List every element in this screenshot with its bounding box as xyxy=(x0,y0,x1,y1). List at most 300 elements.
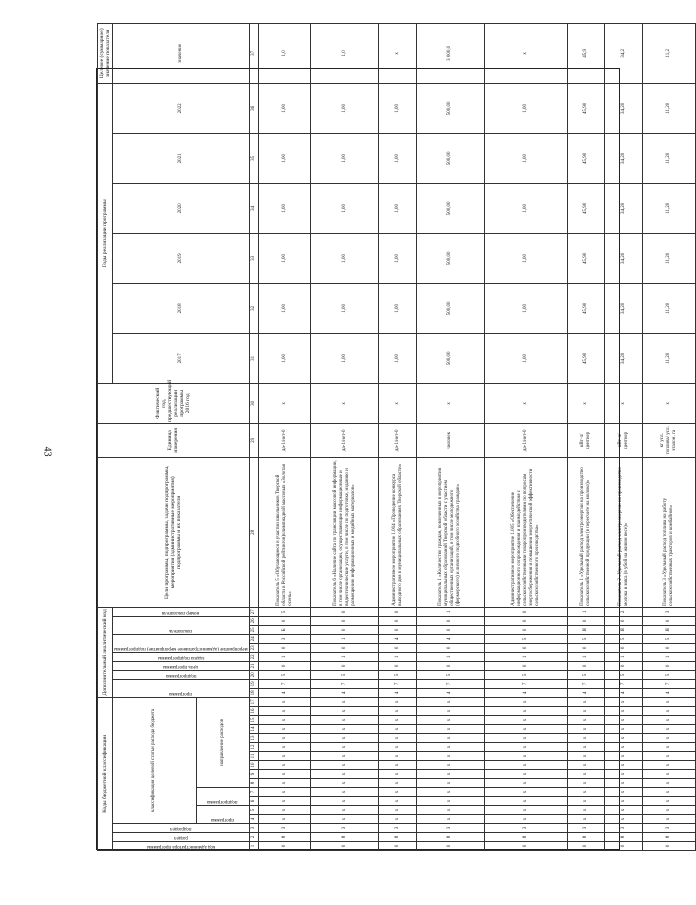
code-cell: 0 xyxy=(416,616,484,625)
code-cell: х xyxy=(379,806,417,815)
code-cell: 0 xyxy=(567,661,605,670)
code-cell: 0 xyxy=(484,842,567,851)
indicator-name: Административное мероприятие 1.004 «Проведение конкурса выходного дня в муниципальных образованиях Тверской области» xyxy=(379,457,417,607)
code-cell: х xyxy=(642,797,695,806)
year-value-cell: 1,00 xyxy=(311,283,379,333)
code-cell: х xyxy=(416,779,484,788)
code-cell: 5 xyxy=(567,670,605,679)
code-cell: 5 xyxy=(258,670,311,679)
unit-cell: кВт·ч/ центнер xyxy=(605,423,643,457)
column-number: 34 xyxy=(249,183,258,233)
code-cell: 0 xyxy=(379,625,417,634)
dop-task-header: задача подпрограммы xyxy=(157,654,205,660)
code-cell: х xyxy=(567,788,605,797)
column-number: 31 xyxy=(249,333,258,383)
table-sheet xyxy=(96,28,677,850)
code-cell: х xyxy=(605,761,643,770)
code-cell: 7 xyxy=(416,679,484,688)
code-cell: х xyxy=(311,797,379,806)
target-value-cell: х xyxy=(484,23,567,83)
indicator-name: Показатель 1 «Удельный расход электроэнергии на производство сельскохозяйственной продукции (в пересчете на молоко)» xyxy=(567,457,605,607)
code-cell: х xyxy=(605,734,643,743)
column-number: 3 xyxy=(249,824,258,833)
code-cell: х xyxy=(379,815,417,824)
code-cell: 0 xyxy=(567,842,605,851)
code-cell: х xyxy=(311,815,379,824)
code-cell: х xyxy=(258,806,311,815)
unit-cell: да-1/нет-0 xyxy=(258,423,311,457)
code-cell: х xyxy=(605,752,643,761)
unit-header: Единица измерения xyxy=(98,423,250,457)
code-cell: х xyxy=(484,697,567,706)
code-cell: х xyxy=(311,725,379,734)
code-cell: 7 xyxy=(258,679,311,688)
admin-code-header: код администратора программы xyxy=(146,844,215,849)
code-cell: 0 xyxy=(379,616,417,625)
code-cell: 0 xyxy=(484,643,567,652)
column-number: 8 xyxy=(249,779,258,788)
code-cell: 1 xyxy=(311,652,379,661)
column-number: 18 xyxy=(249,688,258,697)
code-cell: 0 xyxy=(258,842,311,851)
base-year-cell: х xyxy=(258,383,311,423)
dop-subprogram-header: подпрограмма xyxy=(165,672,197,678)
code-cell: х xyxy=(311,761,379,770)
code-cell: х xyxy=(379,716,417,725)
target-value-cell: 45,9 xyxy=(567,23,605,83)
base-year-cell: х xyxy=(311,383,379,423)
code-cell: х xyxy=(567,716,605,725)
code-cell: х xyxy=(567,707,605,716)
base-year-cell: х xyxy=(567,383,605,423)
year-2020-header: 2020 xyxy=(113,183,250,233)
code-cell: 4 xyxy=(379,634,417,643)
code-cell: 1 xyxy=(416,652,484,661)
code-cell: х xyxy=(416,697,484,706)
subprogram-header: подпрограмма xyxy=(207,799,238,804)
code-cell: х xyxy=(484,734,567,743)
column-number: 6 xyxy=(249,797,258,806)
unit-cell: человек xyxy=(416,423,484,457)
year-value-cell: 500,00 xyxy=(416,183,484,233)
code-cell: х xyxy=(311,806,379,815)
unit-cell: кВт·ч/ центнер xyxy=(567,423,605,457)
base-year-cell: х xyxy=(605,383,643,423)
year-value-cell: 45,90 xyxy=(567,233,605,283)
code-cell: 1 xyxy=(258,652,311,661)
code-cell: х xyxy=(484,707,567,716)
column-number: 2 xyxy=(249,833,258,842)
code-cell: х xyxy=(311,697,379,706)
code-cell: 0 xyxy=(258,616,311,625)
kbk-header: Коды бюджетной классификации xyxy=(98,697,113,850)
year-value-cell: 500,00 xyxy=(416,333,484,383)
column-number: 30 xyxy=(249,383,258,423)
page-number: 43 xyxy=(41,446,53,457)
code-cell: 0 xyxy=(311,842,379,851)
code-cell: х xyxy=(642,716,695,725)
code-cell: х xyxy=(567,734,605,743)
code-cell: 0 xyxy=(642,616,695,625)
year-value-cell: 11,20 xyxy=(642,183,695,233)
code-cell: 5 xyxy=(484,670,567,679)
code-cell: 0 xyxy=(642,842,695,851)
code-cell: х xyxy=(484,761,567,770)
year-2021-header: 2021 xyxy=(113,133,250,183)
unit-cell: да-1/нет-0 xyxy=(484,423,567,457)
code-cell: х xyxy=(379,788,417,797)
unit-cell: да-1/нет-0 xyxy=(311,423,379,457)
table-row xyxy=(605,23,643,850)
code-cell: 0 xyxy=(484,616,567,625)
code-cell: х xyxy=(605,806,643,815)
column-number: 35 xyxy=(249,133,258,183)
code-cell: х xyxy=(416,761,484,770)
year-value-cell: 1,00 xyxy=(484,83,567,133)
code-cell: 0 xyxy=(379,661,417,670)
code-cell: Я xyxy=(605,625,643,634)
code-cell: 3 xyxy=(642,607,695,616)
column-number: 11 xyxy=(249,752,258,761)
column-number: 21 xyxy=(249,661,258,670)
code-cell: х xyxy=(642,752,695,761)
year-2022-header: 2022 xyxy=(113,83,250,133)
code-cell: х xyxy=(258,770,311,779)
column-number: 29 xyxy=(249,423,258,457)
code-cell: х xyxy=(416,806,484,815)
indicator-name: Показатель 6 «Наличие сайта по трансляции массовой информации, в том числе организации, осуществляющие информационные и видеотехнические услуги, в том числе по подготовке, изданию и размещению информационных и медийных материалов» xyxy=(311,457,379,607)
column-number: 9 xyxy=(249,770,258,779)
year-value-cell: 11,20 xyxy=(642,133,695,183)
code-cell: 0 xyxy=(605,643,643,652)
code-cell: 5 xyxy=(605,670,643,679)
year-value-cell: 1,00 xyxy=(311,333,379,383)
value-header: значение xyxy=(113,23,250,83)
table-row xyxy=(416,23,484,850)
year-value-cell: 11,20 xyxy=(642,333,695,383)
code-cell: 7 xyxy=(642,679,695,688)
code-cell: 4 xyxy=(416,688,484,697)
year-value-cell: 1,00 xyxy=(258,83,311,133)
indicator-name: Показатель 3 «Удельный расход топлива на работу сельскохозяйственных тракторов и комбайнов» xyxy=(642,457,695,607)
code-cell: х xyxy=(484,815,567,824)
direction-expense-header: направление расходов xyxy=(219,718,225,766)
additional-code-header: Дополнительный аналитический код xyxy=(98,607,113,697)
code-cell: 7 xyxy=(567,679,605,688)
code-cell: х xyxy=(642,761,695,770)
column-number: 15 xyxy=(249,716,258,725)
code-cell: 5 xyxy=(642,670,695,679)
code-cell: х xyxy=(416,725,484,734)
year-2018-header: 2018 xyxy=(113,283,250,333)
code-cell: х xyxy=(379,797,417,806)
code-cell: х xyxy=(311,707,379,716)
code-cell: х xyxy=(311,788,379,797)
code-cell: х xyxy=(567,770,605,779)
code-cell: х xyxy=(311,716,379,725)
year-value-cell: 45,90 xyxy=(567,133,605,183)
code-cell: 0 xyxy=(416,643,484,652)
code-cell: х xyxy=(484,797,567,806)
code-cell: 3 xyxy=(642,824,695,833)
code-cell: 0 xyxy=(642,643,695,652)
code-cell: 0 xyxy=(311,616,379,625)
code-cell: х xyxy=(416,743,484,752)
code-cell: х xyxy=(379,734,417,743)
code-cell: 5 xyxy=(311,670,379,679)
code-cell: 3 xyxy=(605,824,643,833)
code-cell: 3 xyxy=(258,634,311,643)
code-cell: 5 xyxy=(642,634,695,643)
indicator-name: Показатель 1 «Количество граждан, вовлеченных в мероприятия муниципальных образований Тверской области с участием общественных организаций, в том числе молодежного (фермерского) и личного подсобного хозяйства граждан» xyxy=(416,457,484,607)
code-cell: х xyxy=(484,716,567,725)
code-cell: 0 xyxy=(311,625,379,634)
code-cell: х xyxy=(567,725,605,734)
code-cell: 8 xyxy=(311,833,379,842)
code-cell: 1 xyxy=(484,652,567,661)
code-cell: Б xyxy=(258,625,311,634)
year-2017-header: 2017 xyxy=(113,333,250,383)
year-value-cell: 1,00 xyxy=(379,83,417,133)
year-value-cell: 34,20 xyxy=(605,233,643,283)
code-cell: 0 xyxy=(258,661,311,670)
code-cell: х xyxy=(258,697,311,706)
year-value-cell: 1,00 xyxy=(379,183,417,233)
code-cell: х xyxy=(567,806,605,815)
year-value-cell: 34,20 xyxy=(605,183,643,233)
year-value-cell: 1,00 xyxy=(258,233,311,283)
code-cell: 0 xyxy=(379,643,417,652)
year-value-cell: 45,90 xyxy=(567,283,605,333)
code-cell: х xyxy=(605,697,643,706)
code-cell: 0 xyxy=(416,842,484,851)
code-cell: 5 xyxy=(258,607,311,616)
code-cell: х xyxy=(484,725,567,734)
table-row xyxy=(484,23,567,850)
code-cell: 0 xyxy=(379,607,417,616)
code-cell: 0 xyxy=(484,625,567,634)
code-cell: х xyxy=(258,761,311,770)
code-cell: х xyxy=(484,806,567,815)
year-value-cell: 1,00 xyxy=(311,133,379,183)
code-cell: 4 xyxy=(567,688,605,697)
column-number: 37 xyxy=(249,23,258,83)
code-cell: 1 xyxy=(642,652,695,661)
years-header: Годы реализации программы xyxy=(98,83,113,383)
year-value-cell: 1,00 xyxy=(484,283,567,333)
year-value-cell: 500,00 xyxy=(416,283,484,333)
code-cell: х xyxy=(567,815,605,824)
target-value-cell: х xyxy=(379,23,417,83)
column-number: 1 xyxy=(249,842,258,851)
year-value-cell: 34,20 xyxy=(605,333,643,383)
code-cell: х xyxy=(642,743,695,752)
code-cell: 7 xyxy=(379,679,417,688)
code-cell: 1 xyxy=(379,652,417,661)
code-cell: х xyxy=(379,752,417,761)
code-cell: 3 xyxy=(258,824,311,833)
code-cell: х xyxy=(567,743,605,752)
code-cell: 3 xyxy=(567,824,605,833)
code-cell: 5 xyxy=(605,634,643,643)
base-year-cell: х xyxy=(484,383,567,423)
code-cell: 3 xyxy=(484,824,567,833)
code-cell: х xyxy=(484,752,567,761)
code-cell: х xyxy=(379,725,417,734)
code-cell: х xyxy=(605,743,643,752)
code-cell: х xyxy=(258,815,311,824)
code-cell: 0 xyxy=(605,842,643,851)
code-cell: 0 xyxy=(484,607,567,616)
table-row xyxy=(311,23,379,850)
code-cell: 8 xyxy=(605,833,643,842)
code-cell: 0 xyxy=(258,643,311,652)
code-cell: 4 xyxy=(605,688,643,697)
code-cell: х xyxy=(484,770,567,779)
code-cell: х xyxy=(258,707,311,716)
year-value-cell: 1,00 xyxy=(484,133,567,183)
code-cell: х xyxy=(567,752,605,761)
base-year-cell: х xyxy=(642,383,695,423)
year-value-cell: 34,20 xyxy=(605,283,643,333)
program-indicators-table xyxy=(97,23,696,851)
code-cell: 0 xyxy=(642,661,695,670)
code-cell: 3 xyxy=(416,824,484,833)
code-cell: х xyxy=(416,752,484,761)
code-cell: х xyxy=(484,788,567,797)
year-value-cell: 500,00 xyxy=(416,83,484,133)
year-value-cell: 1,00 xyxy=(258,133,311,183)
code-cell: х xyxy=(311,779,379,788)
code-cell: х xyxy=(379,761,417,770)
code-cell: х xyxy=(642,806,695,815)
code-cell: х xyxy=(379,743,417,752)
code-cell: Я xyxy=(642,625,695,634)
code-cell: 8 xyxy=(258,833,311,842)
column-number: 20 xyxy=(249,670,258,679)
year-value-cell: 11,20 xyxy=(642,83,695,133)
code-cell: х xyxy=(642,725,695,734)
code-cell: х xyxy=(642,788,695,797)
program-header: программа xyxy=(211,817,235,822)
code-cell: х xyxy=(311,743,379,752)
code-cell: 5 xyxy=(416,670,484,679)
year-value-cell: 1,00 xyxy=(311,183,379,233)
code-cell: х xyxy=(258,725,311,734)
indicator-name: Показатель 2 «Удельный расход электроэнергии на производство молока и мяса (в убой на живом весе)» xyxy=(605,457,643,607)
code-cell: х xyxy=(642,779,695,788)
column-number: 13 xyxy=(249,734,258,743)
year-value-cell: 45,90 xyxy=(567,333,605,383)
code-cell: х xyxy=(484,779,567,788)
code-cell: 8 xyxy=(642,833,695,842)
code-cell: 1 xyxy=(605,652,643,661)
year-value-cell: 500,00 xyxy=(416,233,484,283)
year-value-cell: 1,00 xyxy=(311,233,379,283)
dop-indicator-header: показатель xyxy=(169,627,193,633)
target-value-cell: 1,0 xyxy=(258,23,311,83)
code-cell: х xyxy=(416,815,484,824)
code-cell: 4 xyxy=(416,634,484,643)
code-cell: х xyxy=(605,779,643,788)
target-header: Целевое (суммарное) значение показателя xyxy=(98,23,113,83)
unit-cell: кг усл. топлива/ усл. эталон. га xyxy=(642,423,695,457)
year-value-cell: 45,90 xyxy=(567,183,605,233)
code-cell: 0 xyxy=(605,616,643,625)
code-cell: 4 xyxy=(484,688,567,697)
code-cell: х xyxy=(416,716,484,725)
code-cell: 0 xyxy=(311,661,379,670)
year-value-cell: 1,00 xyxy=(379,333,417,383)
code-cell: 4 xyxy=(379,688,417,697)
code-cell: х xyxy=(258,797,311,806)
code-cell: 0 xyxy=(605,661,643,670)
dop-program-header: программа xyxy=(169,690,193,696)
code-cell: х xyxy=(258,779,311,788)
code-cell: х xyxy=(311,734,379,743)
code-cell: х xyxy=(605,788,643,797)
base-year-cell: х xyxy=(416,383,484,423)
code-cell: 5 xyxy=(379,670,417,679)
target-value-cell: 34,2 xyxy=(605,23,643,83)
code-cell: х xyxy=(416,707,484,716)
code-cell: Я xyxy=(567,625,605,634)
code-cell: х xyxy=(642,697,695,706)
column-number: 10 xyxy=(249,761,258,770)
code-cell: х xyxy=(379,707,417,716)
code-cell: 7 xyxy=(484,679,567,688)
year-value-cell: 11,20 xyxy=(642,233,695,283)
column-number: 4 xyxy=(249,815,258,824)
column-number: 19 xyxy=(249,679,258,688)
code-cell: 0 xyxy=(311,607,379,616)
year-2019-header: 2019 xyxy=(113,233,250,283)
year-value-cell: 1,00 xyxy=(484,333,567,383)
column-number: 7 xyxy=(249,788,258,797)
target-value-cell: 11,2 xyxy=(642,23,695,83)
column-numbers-row xyxy=(249,23,258,850)
code-cell: х xyxy=(416,770,484,779)
base-year-header: Фактический год, предшествующий реализации программы 2016 год xyxy=(98,383,250,423)
column-number: 16 xyxy=(249,707,258,716)
target-value-cell: 3 000,0 xyxy=(416,23,484,83)
code-cell: 0 xyxy=(484,661,567,670)
table-row xyxy=(642,23,695,850)
column-number: 17 xyxy=(249,697,258,706)
code-cell: 5 xyxy=(484,634,567,643)
code-cell: 0 xyxy=(416,625,484,634)
code-cell: 7 xyxy=(605,679,643,688)
year-value-cell: 1,00 xyxy=(258,183,311,233)
code-cell: х xyxy=(416,734,484,743)
code-cell: 0 xyxy=(416,661,484,670)
code-cell: х xyxy=(484,743,567,752)
code-cell: х xyxy=(379,770,417,779)
target-value-cell: 1,0 xyxy=(311,23,379,83)
code-cell: х xyxy=(416,797,484,806)
code-cell: х xyxy=(379,779,417,788)
column-number: 27 xyxy=(249,607,258,616)
column-number: 22 xyxy=(249,652,258,661)
column-number: 36 xyxy=(249,83,258,133)
year-value-cell: 1,00 xyxy=(258,283,311,333)
year-value-cell: 1,00 xyxy=(379,233,417,283)
indicator-name: Административное мероприятие 1.005 «Обеспечение информационного сопровождения и взаимодействия с сельскохозяйственными товаропроизводителями по вопросам энергосбережения и повышения энергетической эффективности сельскохозяйственного производства» xyxy=(484,457,567,607)
dop-event-header: мероприятие (административное мероприятие) подпрограммы xyxy=(114,645,248,651)
rotated-table-container xyxy=(97,28,677,851)
column-number: 24 xyxy=(249,634,258,643)
table-row xyxy=(567,23,605,850)
